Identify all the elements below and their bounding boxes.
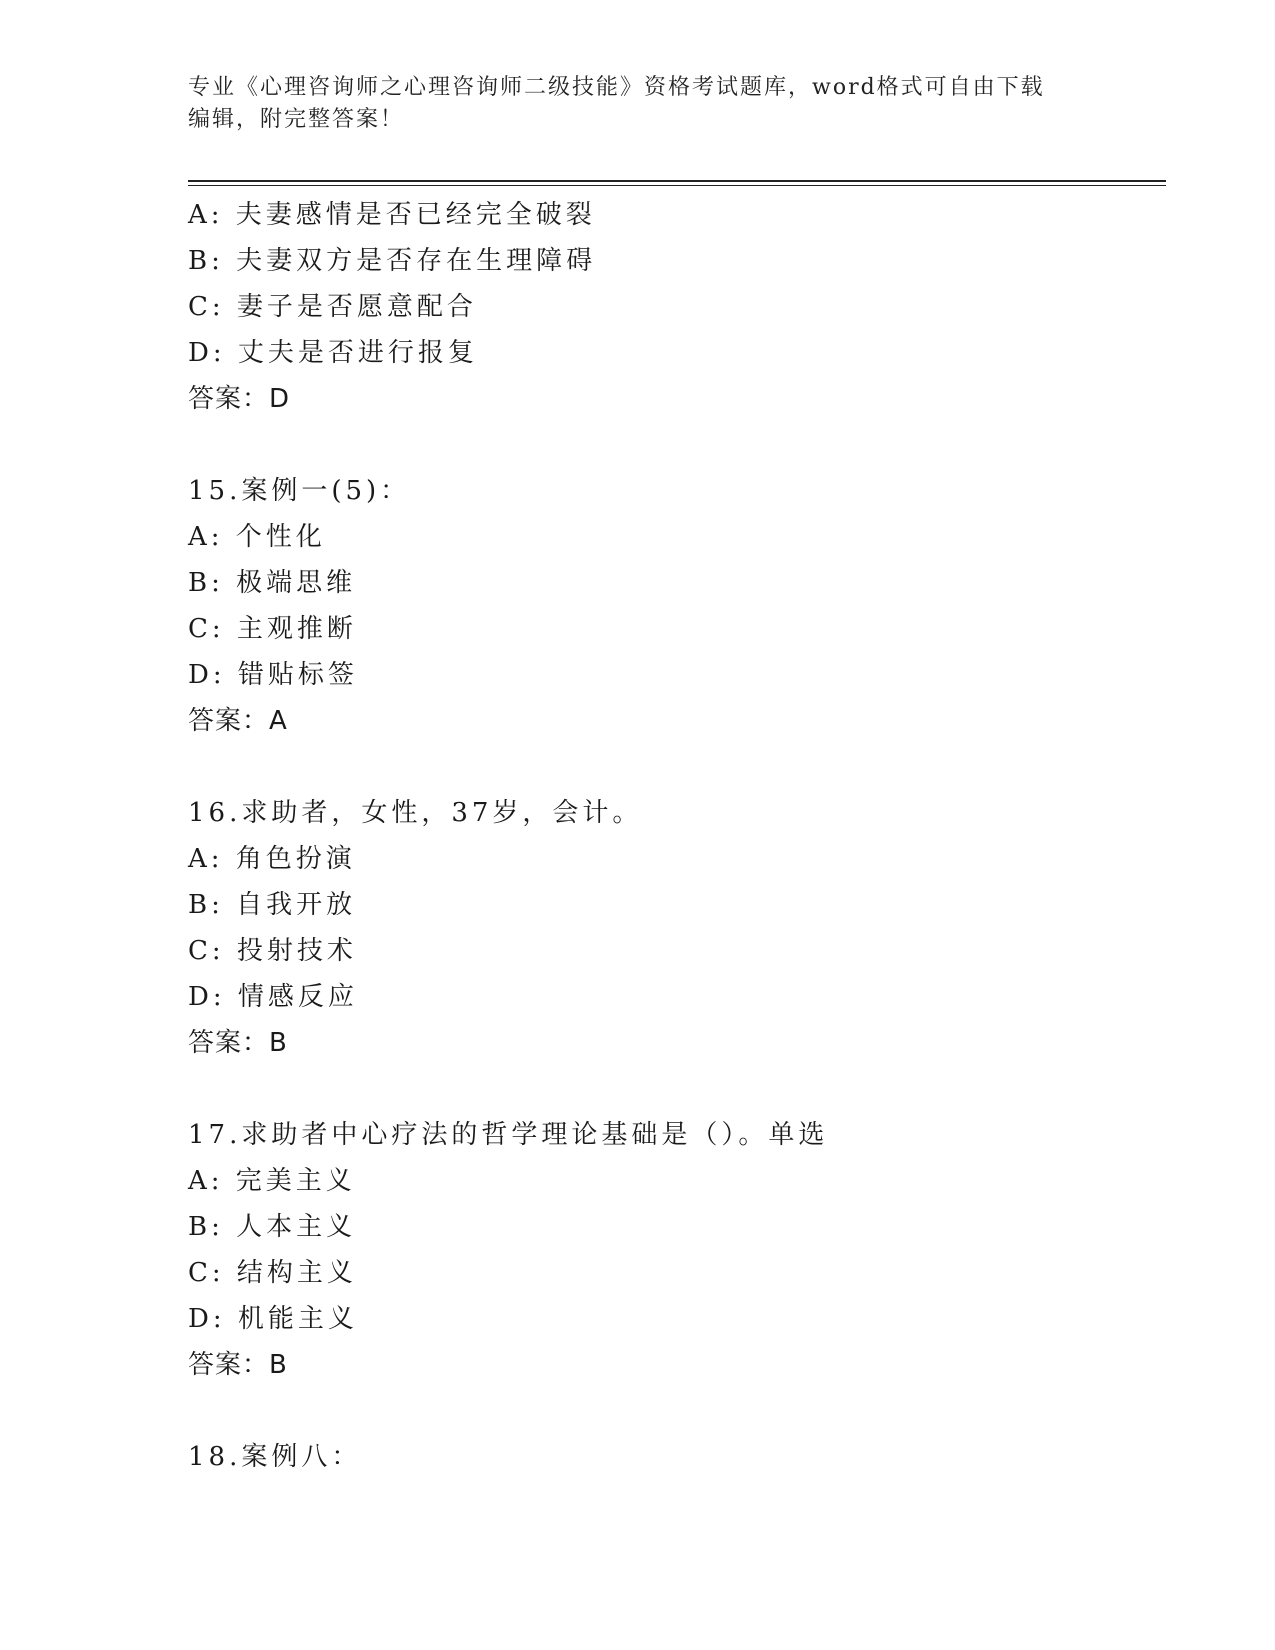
spacer bbox=[188, 422, 1168, 468]
question-15 bbox=[188, 468, 1168, 744]
header-divider bbox=[188, 180, 1166, 182]
option-b: B: 极端思维 bbox=[188, 568, 357, 598]
question-list bbox=[188, 192, 1168, 1480]
option-d: D: 情感反应 bbox=[188, 982, 358, 1012]
header-line-2: 编辑，附完整答案！ bbox=[188, 107, 405, 132]
question-text: 17.求助者中心疗法的哲学理论基础是（）。单选 bbox=[188, 1120, 829, 1150]
option-a: A: 角色扮演 bbox=[188, 844, 356, 874]
question-text: 18.案例八： bbox=[188, 1442, 362, 1472]
option-c: C: 主观推断 bbox=[188, 614, 357, 644]
option-b: B: 夫妻双方是否存在生理障碍 bbox=[188, 246, 597, 276]
option-c: C: 结构主义 bbox=[188, 1258, 357, 1288]
spacer bbox=[188, 744, 1168, 790]
question-17 bbox=[188, 1112, 1168, 1388]
answer: 答案：A bbox=[188, 706, 288, 736]
option-c: C: 妻子是否愿意配合 bbox=[188, 292, 477, 322]
answer: 答案：D bbox=[188, 384, 291, 414]
document-header bbox=[188, 72, 1088, 136]
question-16 bbox=[188, 790, 1168, 1066]
option-d: D: 错贴标签 bbox=[188, 660, 358, 690]
question-text: 16.求助者，女性，37岁，会计。 bbox=[188, 798, 643, 828]
question-text: 15.案例一(5)： bbox=[188, 476, 411, 506]
option-b: B: 自我开放 bbox=[188, 890, 357, 920]
answer: 答案：B bbox=[188, 1028, 288, 1058]
question-14 bbox=[188, 192, 1168, 422]
option-a: A: 夫妻感情是否已经完全破裂 bbox=[188, 200, 596, 230]
header-line-1: 专业《心理咨询师之心理咨询师二级技能》资格考试题库，word格式可自由下载 bbox=[188, 75, 1045, 100]
option-c: C: 投射技术 bbox=[188, 936, 357, 966]
option-d: D: 丈夫是否进行报复 bbox=[188, 338, 478, 368]
question-18 bbox=[188, 1434, 1168, 1480]
option-d: D: 机能主义 bbox=[188, 1304, 358, 1334]
spacer bbox=[188, 1388, 1168, 1434]
option-a: A: 个性化 bbox=[188, 522, 326, 552]
option-a: A: 完美主义 bbox=[188, 1166, 356, 1196]
spacer bbox=[188, 1066, 1168, 1112]
option-b: B: 人本主义 bbox=[188, 1212, 357, 1242]
header-divider-thin bbox=[188, 185, 1166, 186]
answer: 答案：B bbox=[188, 1350, 288, 1380]
